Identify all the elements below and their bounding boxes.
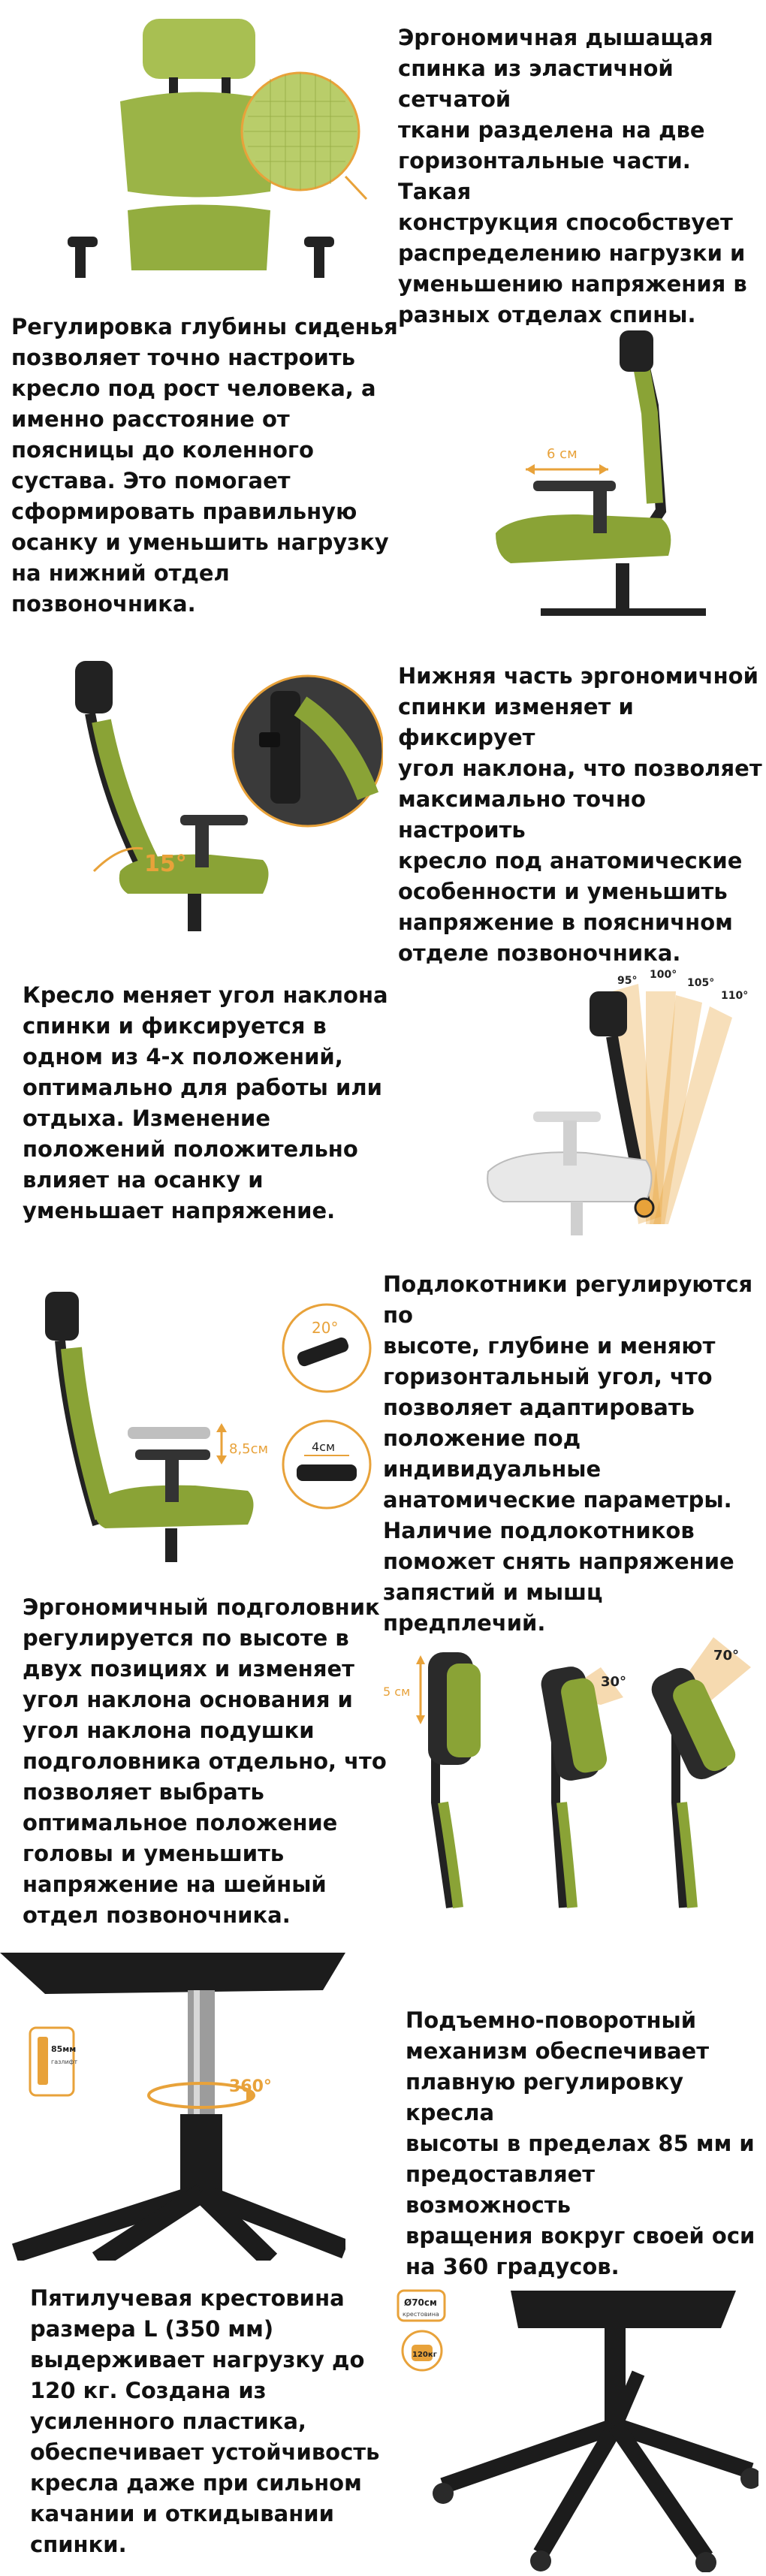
seat-depth-label: 6 см (547, 446, 578, 462)
lumbar-tilt-image (15, 646, 383, 958)
section-5-text: Подлокотники регулируются по высоте, глубине и меняют горизонтальный угол, что позволяет адаптировать положение под индивидуальные анатомические параметры. Наличие подлокотников поможет снять напряжение запястий и мышц предплечий. (383, 1271, 753, 1636)
section-8-text: Пятилучевая крестовина размера L (350 мм) выдерживает нагрузку до 120 кг. Создана из усиленного пластика, обеспечивает устойчивость кресла даже при сильном качании и откидывании спинки. (30, 2285, 380, 2557)
headrest-angle-30-label: 30° (601, 1674, 627, 1690)
gas-lift-badge-caption: газлифт (51, 2059, 78, 2065)
recline-angle-110: 110° (721, 990, 749, 1002)
section-4-text: Кресло меняет угол наклона спинки и фиксируется в одном из 4-х положений, оптимально для работы или отдыха. Изменение положений положительно влияет на осанку и уменьшает напряжение. (23, 982, 388, 1223)
mesh-backrest-image (45, 11, 368, 278)
base-diameter-badge: Ø70см (404, 2297, 437, 2308)
headrest-height-label: 5 см (383, 1685, 411, 1699)
armrest-height-label: 8,5см (229, 1441, 269, 1457)
gas-lift-image (0, 1953, 345, 2261)
armrest-depth-label: 4см (312, 1440, 336, 1454)
armrest-angle-label: 20° (312, 1319, 339, 1337)
lumbar-angle-label: 15° (144, 851, 187, 877)
recline-positions-image (421, 961, 758, 1258)
headrest-image (375, 1622, 758, 1915)
section-1-text: Эргономичная дышащая спинка из эластичной сетчатой ткани разделена на две горизонтальные части. Такая конструкция способствует распределению нагрузки и уменьшению напряжения в разных отделах спины. (398, 25, 747, 327)
rotation-label: 360° (229, 2077, 272, 2096)
seat-depth-image (391, 315, 758, 627)
section-7-text: Подъемно-поворотный механизм обеспечивает плавную регулировку кресла высоты в пределах 85 мм и предоставляет возможность вращения вокруг своей оси на 360 градусов. (406, 2007, 755, 2279)
armrests-image (15, 1277, 383, 1577)
gas-lift-badge-value: 85мм (51, 2044, 77, 2054)
headrest-angle-70-label: 70° (713, 1648, 740, 1664)
base-load-badge: 120кг (412, 2351, 437, 2359)
base-badge-caption: крестовина (403, 2311, 439, 2318)
section-6-text: Эргономичный подголовник регулируется по высоте в двух позициях и изменяет угол наклона основания и угол наклона подушки подголовника отдельно, что позволяет выбрать оптимальное положение головы и уменьшить напряжение на шейный отдел позвоночника. (23, 1594, 387, 1928)
recline-angle-100: 100° (650, 969, 677, 981)
recline-angle-95: 95° (617, 975, 638, 987)
chair-base-image (391, 2276, 758, 2572)
recline-angle-105: 105° (687, 977, 715, 989)
section-3-text: Нижняя часть эргономичной спинки изменяет и фиксирует угол наклона, что позволяет максимально точно настроить кресло под анатомические особенности и уменьшить напряжение в поясничном отделе позвоночника. (398, 663, 762, 966)
section-2-text: Регулировка глубины сиденья позволяет точно настроить кресло под рост человека, а именно расстояние от поясницы до коленного сустава. Это помогает сформировать правильную осанку и уменьшить нагрузку на нижний отдел позвоночника. (11, 314, 398, 617)
